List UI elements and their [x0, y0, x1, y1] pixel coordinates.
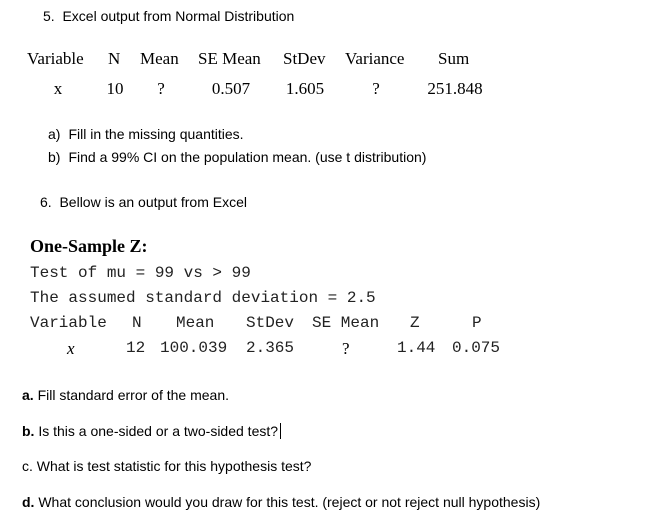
q6-header-z: Z — [410, 314, 420, 332]
q5-part-a: a) Fill in the missing quantities. — [48, 126, 244, 142]
q6-title: One-Sample Z: — [30, 236, 148, 256]
q6-header-variable: Variable — [30, 314, 107, 332]
q6-test-line: Test of mu = 99 vs > 99 — [30, 264, 251, 282]
q5-header-variable: Variable — [27, 49, 84, 68]
q6-question-a: a. Fill standard error of the mean. — [22, 387, 229, 403]
q5-cell-mean: ? — [157, 79, 165, 98]
q6-cell-se-mean: ? — [342, 339, 350, 358]
q6-header-se-mean: SE Mean — [312, 314, 380, 332]
q5-header-stdev: StDev — [283, 49, 326, 68]
q5-header-sum: Sum — [438, 49, 470, 68]
q6-question-d: d. What conclusion would you draw for this test. (reject or not reject null hypothesis) — [22, 494, 541, 510]
text-cursor — [280, 423, 281, 439]
q5-header-mean: Mean — [140, 49, 179, 68]
q6-cell-n: 12 — [126, 339, 146, 357]
q5-cell-sum: 251.848 — [427, 79, 483, 98]
q6-cell-stdev: 2.365 — [246, 339, 295, 357]
q6-cell-variable: x — [67, 339, 75, 358]
q5-header-n: N — [108, 49, 121, 68]
q6-cell-p: 0.075 — [452, 339, 501, 357]
q5-cell-stdev: 1.605 — [285, 79, 325, 98]
q5-cell-se-mean: 0.507 — [211, 79, 251, 98]
q5-cell-variable: x — [53, 79, 63, 98]
q6-cell-mean: 100.039 — [160, 339, 228, 357]
q6-heading: 6. Bellow is an output from Excel — [40, 194, 247, 210]
q6-header-p: P — [472, 314, 482, 332]
q6-cell-z: 1.44 — [397, 339, 436, 357]
q5-header-se-mean: SE Mean — [198, 49, 261, 68]
q5-cell-n: 10 — [106, 79, 124, 98]
q6-header-stdev: StDev — [246, 314, 295, 332]
q6-sigma-line: The assumed standard deviation = 2.5 — [30, 289, 376, 307]
q6-header-n: N — [132, 314, 142, 332]
q5-header-variance: Variance — [345, 49, 405, 68]
q5-part-b: b) Find a 99% CI on the population mean. (use t distribution) — [48, 149, 427, 165]
q6-question-c: c. What is test statistic for this hypothesis test? — [22, 458, 312, 474]
q5-cell-variance: ? — [372, 79, 380, 98]
q5-heading: 5. Excel output from Normal Distribution — [43, 8, 295, 24]
q6-header-mean: Mean — [176, 314, 215, 332]
q6-question-b: b. Is this a one-sided or a two-sided test? — [22, 423, 281, 439]
